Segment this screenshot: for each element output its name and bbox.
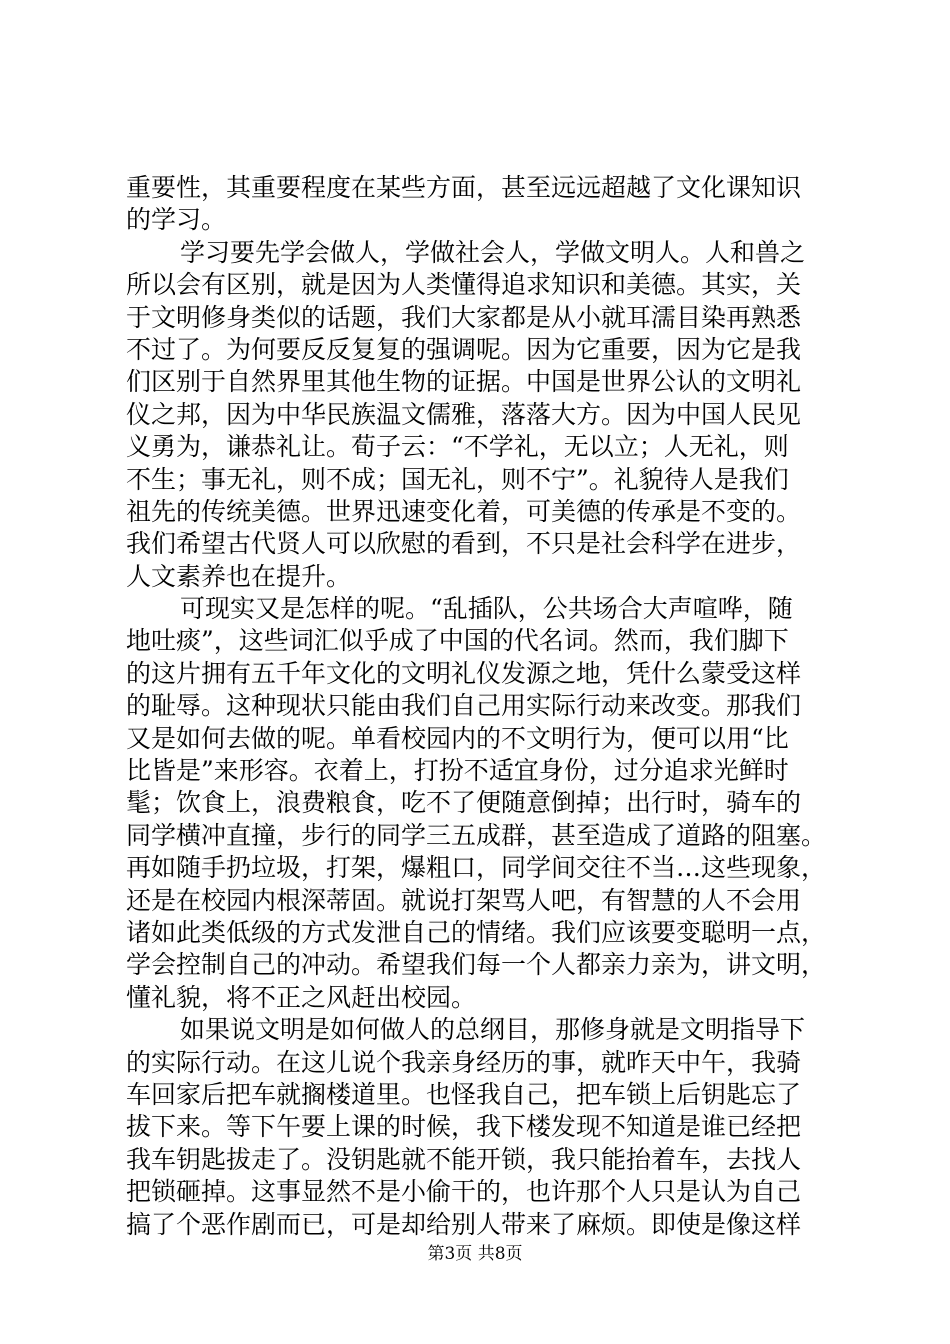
text-line: 可现实又是怎样的呢。“乱插队，公共场合大声喧哗，随	[180, 594, 793, 624]
text-line: 又是如何去做的呢。单看校园内的不文明行为，便可以用“比	[126, 723, 789, 753]
text-line: 诸如此类低级的方式发泄自己的情绪。我们应该要变聪明一点，	[126, 917, 826, 947]
body-text	[126, 172, 826, 1241]
text-line: 搞了个恶作剧而已，可是却给别人带来了麻烦。即使是像这样	[126, 1209, 802, 1239]
text-line: 重要性，其重要程度在某些方面，甚至远远超越了文化课知识	[126, 173, 802, 202]
text-line: 把锁砸掉。这事显然不是小偷干的，也许那个人只是认为自己	[126, 1177, 802, 1207]
text-line: 人文素养也在提升。	[126, 561, 352, 591]
text-line: 再如随手扔垃圾，打架，爆粗口，同学间交往不当…这些现象，	[126, 853, 826, 883]
text-line: 的这片拥有五千年文化的文明礼仪发源之地，凭什么蒙受这样	[126, 658, 802, 688]
text-line: 车回家后把车就搁楼道里。也怪我自己，把车锁上后钥匙忘了	[126, 1079, 802, 1109]
text-line: 于文明修身类似的话题，我们大家都是从小就耳濡目染再熟悉	[126, 302, 802, 332]
text-line: 比皆是”来形容。衣着上，打扮不适宜身份，过分追求光鲜时	[126, 756, 789, 786]
text-line: 我们希望古代贤人可以欣慰的看到，不只是社会科学在进步，	[126, 529, 802, 559]
text-line: 的实际行动。在这儿说个我亲身经历的事，就昨天中午，我骑	[126, 1047, 802, 1077]
text-line: 义勇为，谦恭礼让。荀子云：“不学礼，无以立；人无礼，则	[126, 432, 789, 462]
text-line: 同学横冲直撞，步行的同学三五成群，甚至造成了道路的阻塞。	[126, 820, 826, 850]
text-line: 拔下来。等下午要上课的时候，我下楼发现不知道是谁已经把	[126, 1112, 802, 1142]
text-line: 学习要先学会做人，学做社会人，学做文明人。人和兽之	[180, 237, 806, 267]
text-line: 祖先的传统美德。世界迅速变化着，可美德的传承是不变的。	[126, 496, 802, 526]
text-line: 不过了。为何要反反复复的强调呢。因为它重要，因为它是我	[126, 334, 802, 364]
text-line: 懂礼貌，将不正之风赶出校园。	[126, 982, 477, 1012]
text-line: 所以会有区别，就是因为人类懂得追求知识和美德。其实，关	[126, 270, 802, 300]
text-line: 不生；事无礼，则不成；国无礼，则不宁”。礼貌待人是我们	[126, 464, 789, 494]
text-line: 髦；饮食上，浪费粮食，吃不了便随意倒掉；出行时，骑车的	[126, 788, 802, 818]
text-line: 们区别于自然界里其他生物的证据。中国是世界公认的文明礼	[126, 367, 802, 397]
text-line: 仪之邦，因为中华民族温文儒雅，落落大方。因为中国人民见	[126, 399, 802, 429]
text-line: 学会控制自己的冲动。希望我们每一个人都亲力亲为，讲文明，	[126, 950, 826, 980]
text-line: 地吐痰”，这些词汇似乎成了中国的代名词。然而，我们脚下	[126, 626, 789, 656]
text-line: 还是在校园内根深蒂固。就说打架骂人吧，有智慧的人不会用	[126, 885, 802, 915]
text-line: 如果说文明是如何做人的总纲目，那修身就是文明指导下	[180, 1015, 806, 1045]
text-line: 我车钥匙拔走了。没钥匙就不能开锁，我只能抬着车，去找人	[126, 1144, 802, 1174]
page-number-footer: 第3页 共8页	[427, 1244, 523, 1264]
text-line: 的耻辱。这种现状只能由我们自己用实际行动来改变。那我们	[126, 691, 802, 721]
text-line: 的学习。	[126, 205, 227, 235]
